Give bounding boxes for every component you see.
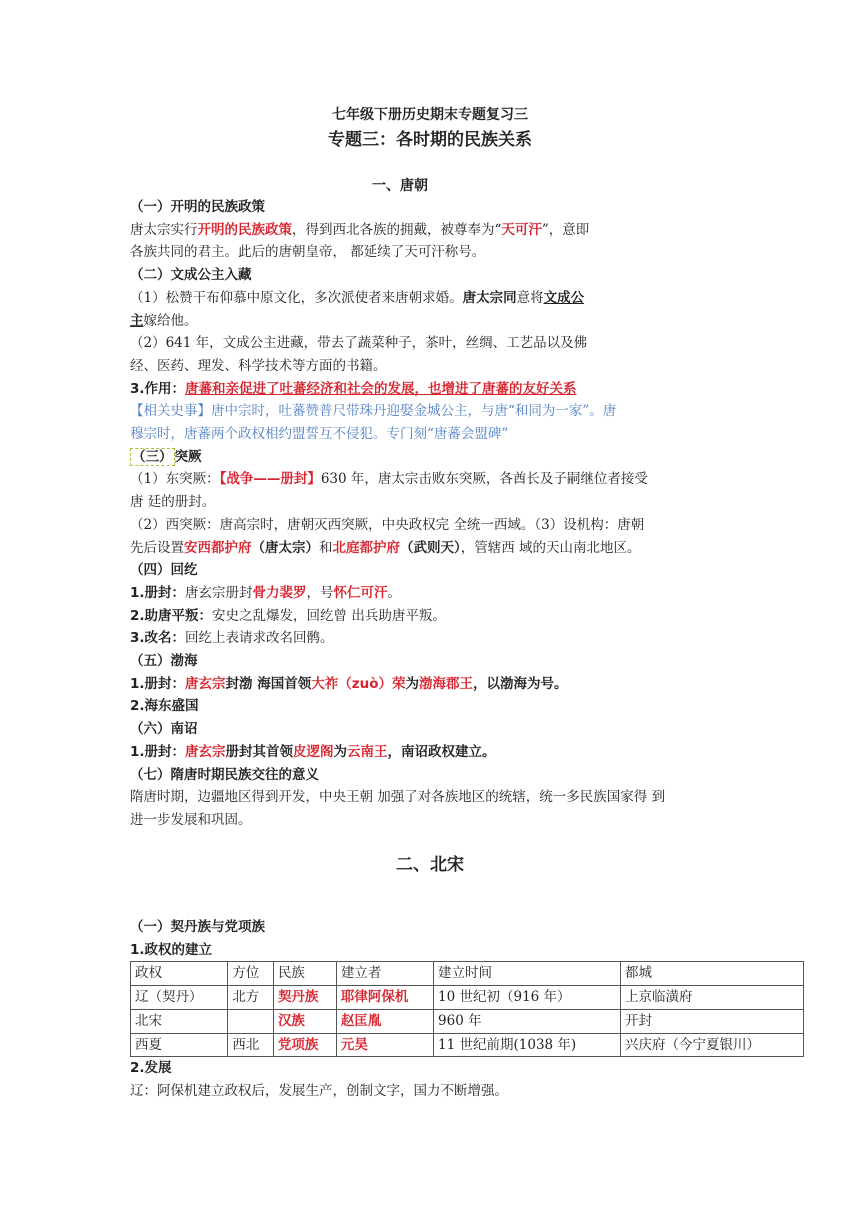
keyword-highlight: 骨力裴罗 [252,584,307,601]
text-span: ，管辖西 域的天山南北地区。 [460,539,641,556]
subheading-bohai: （五）渤海 [130,653,198,670]
document-subtitle: 专题三：各时期的民族关系 [328,130,532,150]
paragraph-policy [130,219,740,242]
text-span: 和 [319,539,333,556]
keyword-highlight: 皮逻阁 [293,743,334,760]
subheading-development: 2.发展 [130,1060,172,1077]
table-header-cell: 政权 [131,962,228,986]
subheading-establishment: 1.政权的建立 [130,941,213,958]
keyword-highlight: 大祚（zuò）荣 [311,675,406,692]
text-span: 突厥 [174,448,202,465]
table-cell: 兴庆府（今宁夏银川） [621,1033,804,1057]
paragraph-west-turks: （2）西突厥：唐高宗时，唐朝灭西突厥，中央政权完 全统一西域。（3）设机构：唐朝 [130,516,645,533]
table-cell: 耶律阿保机 [336,986,433,1010]
paragraph-wencheng-2-cont: 经、医药、理发、科学技术等方面的书籍。 [130,357,387,374]
text-span: （1）东突厥： [130,471,220,488]
text-span: 为 [333,743,348,760]
text-span: ，南诏政权建立。 [387,743,496,760]
text-span: 意将 [516,289,544,306]
keyword-highlight: 唐玄宗 [185,675,226,692]
text-span: 630 年，唐太宗击败东突厥，各酋长及子嗣继位者接受 [320,471,648,488]
paragraph-west-turks-cont [130,537,740,560]
table-cell: 北宋 [131,1009,228,1033]
list-item [130,582,740,605]
keyword-highlight: 云南王 [347,743,388,760]
text-span: ，以渤海为号。 [472,675,568,692]
underlined-span: 主 [130,312,144,329]
keyword-highlight: 开明的民族政策 [197,221,292,238]
text-span: ”，意即 [541,221,590,238]
table-header-row [131,962,804,986]
label-span: 1.册封： [130,675,186,692]
keyword-highlight: 渤海郡王 [418,675,473,692]
boxed-number: （三） [132,448,173,465]
list-item: 2.海东盛国 [130,698,199,715]
table-header-cell: 都城 [621,962,804,986]
paragraph-effect [130,378,740,401]
text-span: 封渤 海国首领 [225,675,312,692]
keyword-highlight: 【战争——册封】 [219,471,321,488]
document-title: 七年级下册历史期末专题复习三 [332,107,528,123]
table-cell: 11 世纪前期(1038 年) [434,1033,621,1057]
underlined-span: 文成公 [543,289,585,306]
text-span: （1）松赞干布仰慕中原文化，多次派使者来唐朝求婚。 [130,289,463,306]
table-cell: 西夏 [131,1033,228,1057]
text-span: 先后设置 [130,539,184,556]
paragraph-significance-cont: 进一步发展和巩固。 [130,811,252,828]
label-span: 3.改名： [130,630,186,647]
paragraph-east-turks [130,468,740,491]
text-span: ，得到西北各族的拥戴，被尊奉为“ [292,221,502,238]
paragraph-wencheng-1 [130,287,740,310]
table-cell: 契丹族 [273,986,336,1010]
text-span: 册封其首领 [225,743,294,760]
table-cell: 辽（契丹） [131,986,228,1010]
subheading-policy: （一）开明的民族政策 [130,199,265,215]
subheading-turks [130,446,740,469]
list-item [130,673,740,696]
text-span: 回纥上表请求改名回鹘。 [185,630,334,647]
subheading-significance: （七）隋唐时期民族交往的意义 [130,766,319,783]
section-heading-song: 二、北宋 [396,855,464,875]
table-cell: 西北 [228,1033,274,1057]
keyword-highlight: 唐蕃和亲促进了吐蕃经济和社会的发展，也增进了唐蕃的友好关系 [185,380,577,397]
table-cell: 960 年 [434,1009,621,1033]
paragraph-development: 辽：阿保机建立政权后，发展生产，创制文字，国力不断增强。 [130,1082,508,1099]
text-span: ，号 [306,584,334,601]
label-span: 1.册封： [130,584,186,601]
text-span: 唐太宗实行 [130,221,198,238]
table-row [131,986,804,1010]
subheading-khitan-tangut: （一）契丹族与党项族 [130,919,265,935]
subheading-nanzhao: （六）南诏 [130,721,198,738]
table-cell: 党项族 [273,1033,336,1057]
text-span: 为 [405,675,419,692]
text-span: 安史之乱爆发，回纥曾 出兵助唐平叛。 [212,607,446,624]
table-cell [228,1009,274,1033]
table-row [131,1009,804,1033]
bold-span: （唐太宗） [251,539,319,556]
regimes-table [130,961,804,1057]
table-cell: 北方 [228,986,274,1010]
list-item [130,627,740,650]
subheading-wencheng: （二）文成公主入藏 [130,267,252,284]
table-cell: 上京临潢府 [621,986,804,1010]
label-span: 3.作用： [130,380,186,397]
text-span: 唐玄宗册封 [185,584,253,601]
related-history-note-cont: 穆宗时，唐蕃两个政权相约盟誓互不侵犯。专门刻“唐蕃会盟碑” [130,426,509,443]
related-history-note: 【相关史事】唐中宗时，吐蕃赞普尺带珠丹迎娶金城公主，与唐“和同为一家”。唐 [130,403,617,420]
paragraph-policy-cont: 各族共同的君主。此后的唐朝皇帝， 都延续了天可汗称号。 [130,244,486,261]
bold-span: （武则天） [400,539,461,556]
table-cell: 汉族 [273,1009,336,1033]
table-cell: 10 世纪初（916 年） [434,986,621,1010]
label-span: 2.助唐平叛： [130,607,213,624]
section-body-song [130,916,810,1103]
bold-span: 唐太宗同 [462,289,517,306]
keyword-highlight: 天可汗 [501,221,542,238]
table-header-cell: 建立者 [336,962,433,986]
keyword-highlight: 北庭都护府 [332,539,400,556]
paragraph-wencheng-1-cont [130,310,740,333]
section-body-tang [130,196,740,832]
keyword-highlight: 怀仁可汗 [333,584,388,601]
table-cell: 元昊 [336,1033,433,1057]
keyword-highlight: 唐玄宗 [185,743,226,760]
table-header-cell: 方位 [228,962,274,986]
subheading-uighur: （四）回纥 [130,562,198,579]
paragraph-east-turks-cont: 唐 廷的册封。 [130,494,216,511]
table-header-cell: 民族 [273,962,336,986]
label-span: 1.册封： [130,743,186,760]
text-span: 。 [387,584,402,601]
list-item [130,605,740,628]
table-cell: 开封 [621,1009,804,1033]
table-row [131,1033,804,1057]
paragraph-significance: 隋唐时期，边疆地区得到开发，中央王朝 加强了对各族地区的统辖，统一多民族国家得 到 [130,789,666,806]
table-cell: 赵匡胤 [336,1009,433,1033]
section-heading-tang: 一、唐朝 [372,178,428,194]
table-header-cell: 建立时间 [434,962,621,986]
text-span: 嫁给他。 [143,312,198,329]
list-item [130,741,740,764]
paragraph-wencheng-2: （2）641 年，文成公主进藏，带去了蔬菜种子，茶叶，丝绸、工艺品以及佛 [130,335,588,352]
keyword-highlight: 安西都护府 [184,539,252,556]
